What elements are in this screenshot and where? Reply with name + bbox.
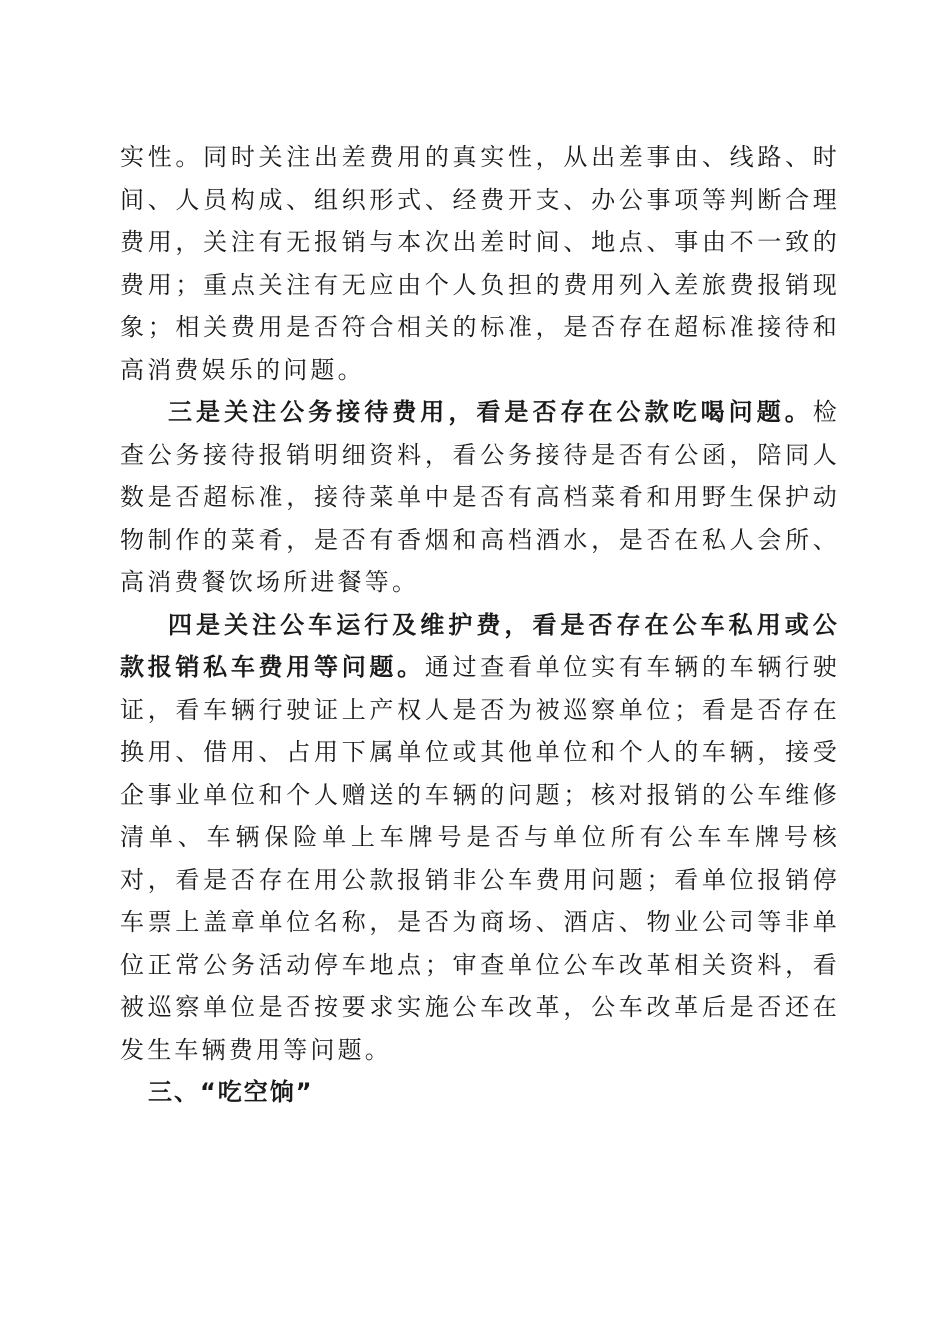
document-body bbox=[120, 136, 840, 1114]
paragraph-body: 通过查看单位实有车辆的车辆行驶证，看车辆行驶证上产权人是否为被巡察单位；看是否存在换用、借用、占用下属单位或其他单位和个人的车辆，接受企事业单位和个人赠送的车辆的问题；核对报销的公车维修清单、车辆保险单上车牌号是否与单位所有公车车牌号核对，看是否存在用公款报销非公车费用问题；看单位报销停车票上盖章单位名称，是否为商场、酒店、物业公司等非单位正常公务活动停车地点；审查单位公车改革相关资料，看被巡察单位是否按要求实施公车改革，公车改革后是否还在发生车辆费用等问题。 bbox=[120, 653, 841, 1064]
paragraph-official-vehicles bbox=[120, 604, 840, 1072]
paragraph-travel-expenses bbox=[120, 136, 840, 391]
paragraph-body: 实性。同时关注出差费用的真实性，从出差事由、线路、时间、人员构成、组织形式、经费开支、办公事项等判断合理费用，关注有无报销与本次出差时间、地点、事由不一致的费用；重点关注有无应由个人负担的费用列入差旅费报销现象；相关费用是否符合相关的标准，是否存在超标准接待和高消费娱乐的问题。 bbox=[120, 143, 840, 384]
paragraph-lead: 三是关注公务接待费用，看是否存在公款吃喝问题。 bbox=[168, 397, 813, 426]
paragraph-official-reception bbox=[120, 391, 840, 604]
paragraph-lead: 四是关注公车运行及维护费，看是否存在公车私用或公款报销私车费用等问题。 bbox=[120, 609, 840, 681]
paragraph-body: 检查公务接待报销明细资料，看公务接待是否有公函，陪同人数是否超标准，接待菜单中是否有高档菜肴和用野生保护动物制作的菜肴，是否有香烟和高档酒水，是否在私人会所、高消费餐饮场所进餐等。 bbox=[120, 398, 840, 596]
section-heading: 三、“吃空饷” bbox=[148, 1078, 314, 1106]
